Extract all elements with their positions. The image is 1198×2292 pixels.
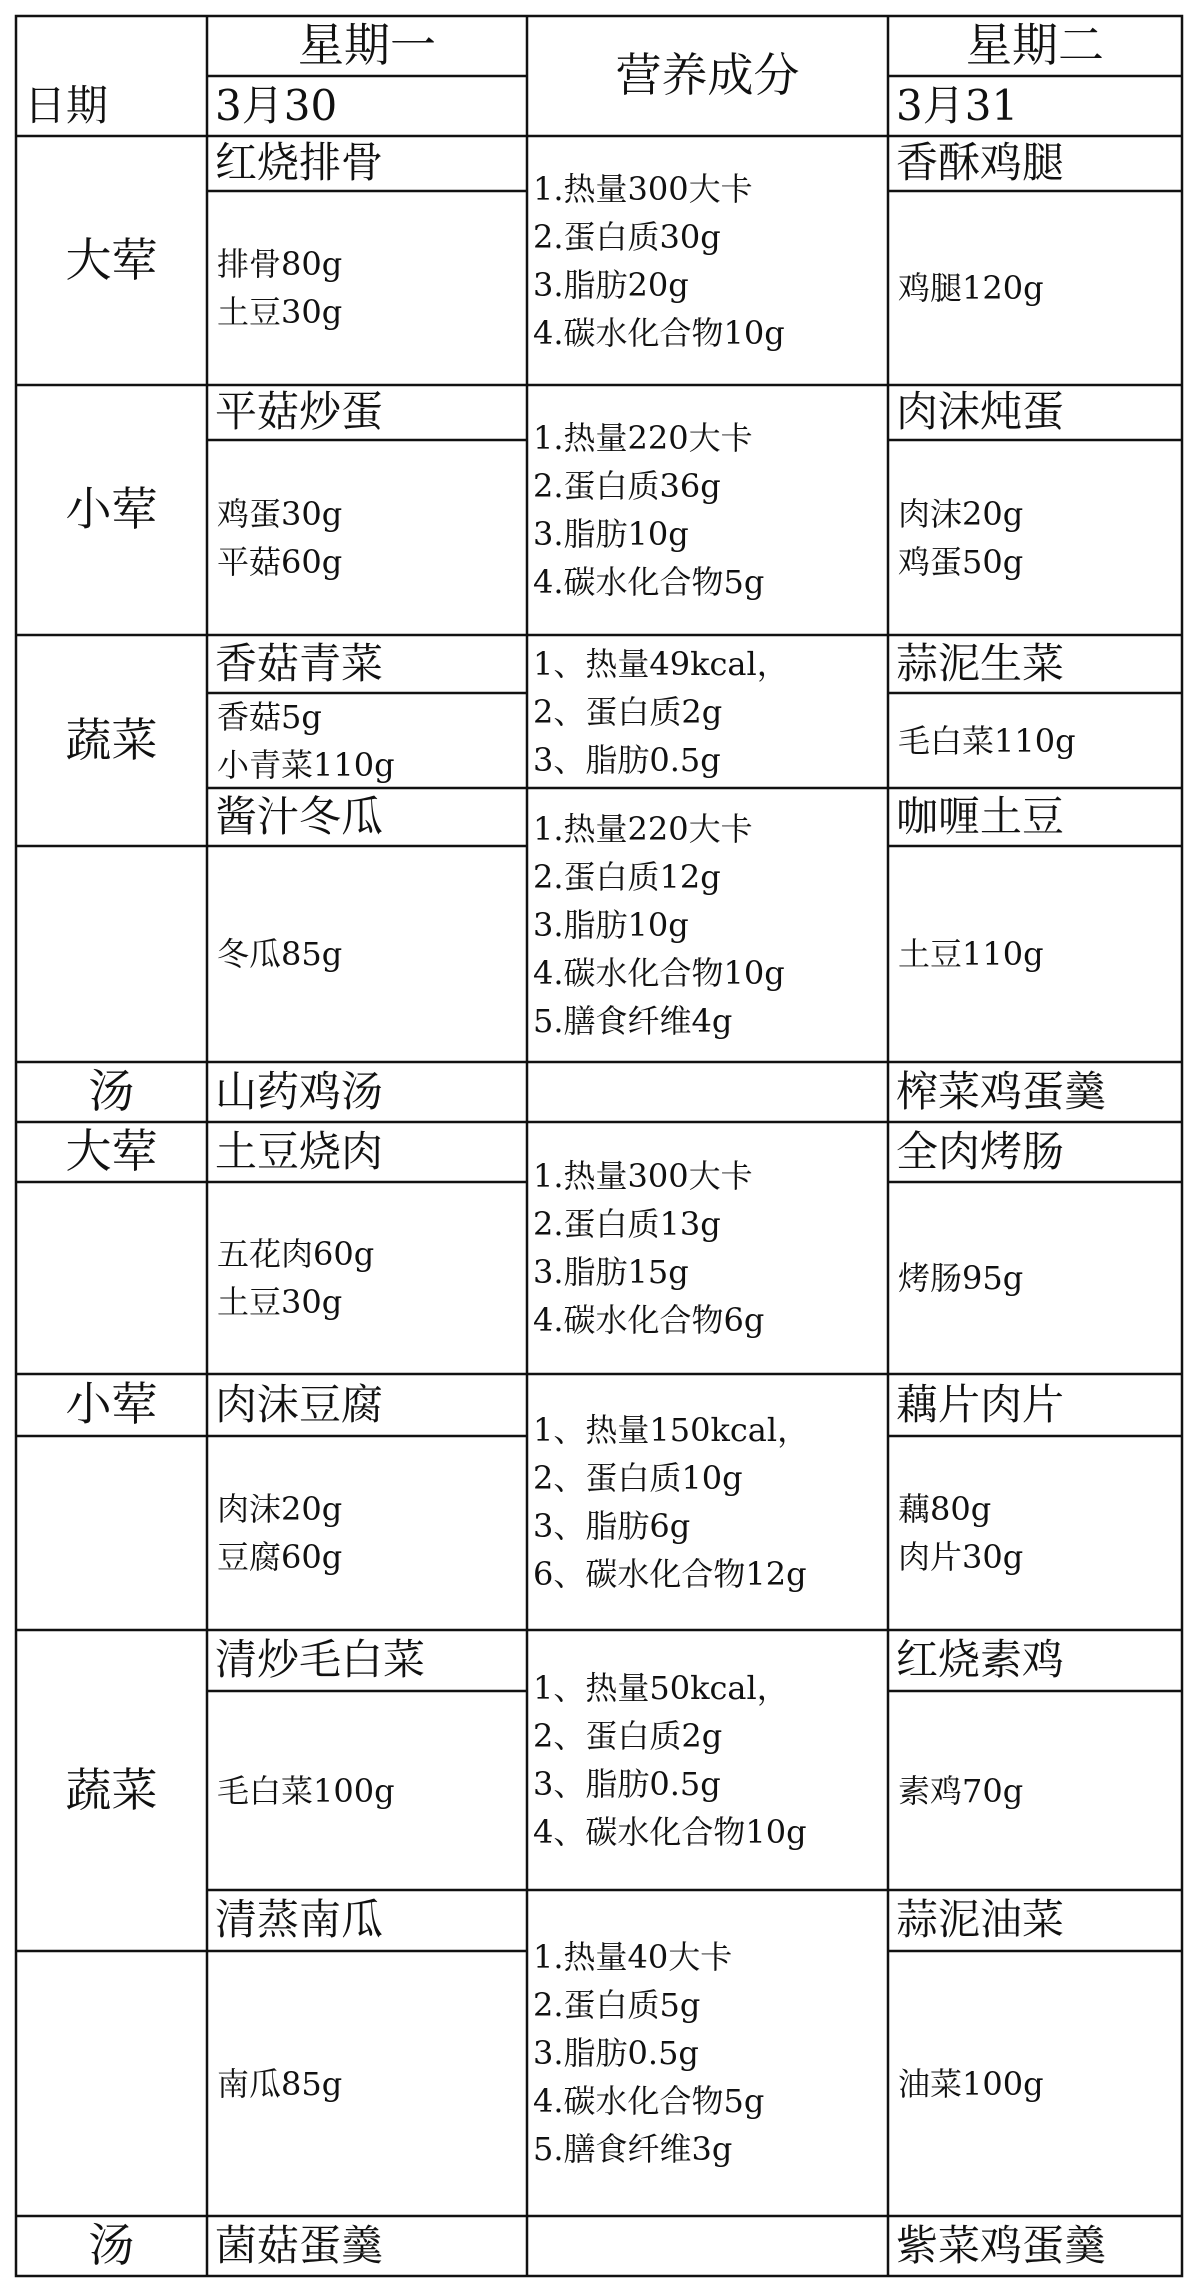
nutrition-line: 6、碳水化合物12g <box>533 1555 807 1593</box>
dish-name: 清炒毛白菜 <box>215 1635 426 1685</box>
nutrition-facts <box>527 136 888 385</box>
nutrition-line: 5.膳食纤维3g <box>533 2130 733 2168</box>
nutrition-line: 3.脂肪10g <box>533 515 689 553</box>
nutrition-facts <box>527 635 888 788</box>
dish-name: 藕片肉片 <box>896 1379 1065 1429</box>
nutrition-line: 3、脂肪0.5g <box>533 1765 721 1803</box>
dish-name: 红烧素鸡 <box>896 1635 1065 1685</box>
dish-name: 紫菜鸡蛋羹 <box>896 2220 1107 2270</box>
nutrition-line: 2、蛋白质10g <box>533 1459 743 1497</box>
monday-dish <box>207 136 527 191</box>
date-label <box>16 76 207 136</box>
dish-name: 平菇炒蛋 <box>215 387 384 437</box>
tuesday-dish <box>888 788 1182 846</box>
tuesday-soup <box>888 1062 1182 1122</box>
nutrition-line: 3.脂肪10g <box>533 906 689 944</box>
ingredient-line: 南瓜85g <box>217 2064 343 2103</box>
nutrition-line: 3.脂肪0.5g <box>533 2034 699 2072</box>
nutrition-line: 4.碳水化合物6g <box>533 1301 765 1339</box>
ingredient-line: 小青菜110g <box>217 745 395 784</box>
dish-name: 肉沫豆腐 <box>215 1379 384 1429</box>
category-label <box>16 385 207 635</box>
ingredient-line: 鸡腿120g <box>898 269 1044 307</box>
header-tuesday-label: 星期二 <box>966 18 1104 73</box>
tuesday-ingredients <box>888 191 1182 385</box>
nutrition-line: 4.碳水化合物5g <box>533 2082 765 2120</box>
tuesday-date-text: 3月31 <box>896 80 1019 130</box>
monday-dish <box>207 385 527 440</box>
nutrition-line: 2.蛋白质36g <box>533 467 721 505</box>
ingredient-line: 土豆110g <box>898 935 1044 973</box>
dish-name: 香菇青菜 <box>215 638 384 688</box>
dish-name: 咖喱土豆 <box>896 791 1065 841</box>
dish-name: 全肉烤肠 <box>896 1126 1065 1176</box>
nutrition-line: 1.热量220大卡 <box>533 810 753 848</box>
ingredient-line: 油菜100g <box>898 2064 1044 2103</box>
dish-name: 酱汁冬瓜 <box>215 791 384 841</box>
nutrition-facts <box>527 1630 888 1890</box>
dish-name: 土豆烧肉 <box>215 1126 384 1176</box>
nutrition-line: 2.蛋白质30g <box>533 217 721 256</box>
monday-dish <box>207 788 527 846</box>
nutrition-facts <box>527 1374 888 1630</box>
tuesday-ingredients <box>888 693 1182 788</box>
ingredient-line: 排骨80g <box>217 245 343 283</box>
nutrition-line: 3.脂肪15g <box>533 1253 689 1291</box>
monday-dish <box>207 1890 527 1951</box>
monday-ingredients <box>207 440 527 635</box>
monday-soup <box>207 2216 527 2276</box>
category-label-text: 汤 <box>88 2218 135 2273</box>
monday-ingredients <box>207 1182 527 1374</box>
dish-name: 山药鸡汤 <box>215 1066 384 1116</box>
dish-name: 榨菜鸡蛋羹 <box>896 1066 1107 1116</box>
header-monday-label: 星期一 <box>298 18 436 73</box>
header-nutrition <box>527 16 888 136</box>
category-label <box>16 2216 207 2276</box>
nutrition-line: 3、脂肪6g <box>533 1507 691 1545</box>
ingredient-line: 土豆30g <box>217 1283 343 1321</box>
monday-dish <box>207 1630 527 1691</box>
dish-name: 清蒸南瓜 <box>215 1895 384 1945</box>
dish-name: 菌菇蛋羹 <box>215 2220 384 2270</box>
dish-name: 肉沫炖蛋 <box>896 387 1065 437</box>
ingredient-line: 肉沫20g <box>217 1490 343 1528</box>
header-monday <box>207 16 527 76</box>
nutrition-line: 3.脂肪20g <box>533 265 689 304</box>
category-label <box>16 1122 207 1182</box>
tuesday-ingredients <box>888 1436 1182 1630</box>
category-label <box>16 1062 207 1122</box>
nutrition-line: 1.热量300大卡 <box>533 169 753 208</box>
dish-name: 红烧排骨 <box>215 138 384 188</box>
tuesday-dish <box>888 635 1182 693</box>
nutrition-line: 4.碳水化合物5g <box>533 563 765 601</box>
nutrition-line: 4.碳水化合物10g <box>533 313 785 352</box>
dish-name: 香酥鸡腿 <box>896 138 1065 188</box>
header-blank-cell <box>16 16 207 76</box>
nutrition-line: 1、热量150kcal， <box>533 1411 810 1449</box>
monday-ingredients <box>207 1436 527 1630</box>
nutrition-line: 4、碳水化合物10g <box>533 1813 807 1851</box>
nutrition-line: 2.蛋白质5g <box>533 1986 701 2024</box>
category-label-text: 蔬菜 <box>65 712 158 767</box>
monday-date-text: 3月30 <box>215 80 338 130</box>
ingredient-line: 豆腐60g <box>217 1538 343 1576</box>
ingredient-line: 鸡蛋30g <box>217 494 343 533</box>
ingredient-line: 鸡蛋50g <box>898 542 1024 581</box>
monday-ingredients <box>207 1951 527 2216</box>
ingredient-line: 五花肉60g <box>217 1235 375 1273</box>
nutrition-line: 4.碳水化合物10g <box>533 954 785 992</box>
category-label-text: 小荤 <box>65 482 158 537</box>
monday-ingredients <box>207 846 527 1062</box>
tuesday-soup <box>888 2216 1182 2276</box>
ingredient-line: 肉沫20g <box>898 494 1024 533</box>
nutrition-line: 1.热量220大卡 <box>533 419 753 457</box>
ingredient-line: 毛白菜110g <box>898 721 1076 760</box>
ingredient-line: 土豆30g <box>217 293 343 331</box>
date-label-text: 日期 <box>24 80 109 130</box>
nutrition-facts <box>527 1890 888 2216</box>
nutrition-facts <box>527 1122 888 1374</box>
category-label <box>16 635 207 846</box>
ingredient-line: 藕80g <box>898 1490 992 1528</box>
ingredient-line: 冬瓜85g <box>217 935 343 973</box>
nutrition-line: 2、蛋白质2g <box>533 692 723 731</box>
tuesday-ingredients <box>888 846 1182 1062</box>
nutrition-facts <box>527 788 888 1062</box>
nutrition-line: 5.膳食纤维4g <box>533 1002 733 1040</box>
nutrition-line: 1.热量300大卡 <box>533 1157 753 1195</box>
tuesday-dish <box>888 1374 1182 1436</box>
monday-ingredients <box>207 191 527 385</box>
nutrition-line: 1、热量50kcal， <box>533 1669 789 1707</box>
tuesday-dish <box>888 1630 1182 1691</box>
ingredient-line: 平菇60g <box>217 542 343 581</box>
category-label-text: 蔬菜 <box>65 1762 158 1817</box>
ingredient-line: 毛白菜100g <box>217 1771 395 1810</box>
ingredient-line: 肉片30g <box>898 1538 1024 1576</box>
nutrition-line: 1.热量40大卡 <box>533 1938 733 1976</box>
nutrition-line: 2.蛋白质13g <box>533 1205 721 1243</box>
tuesday-ingredients <box>888 1182 1182 1374</box>
tuesday-ingredients <box>888 440 1182 635</box>
nutrition-line: 2、蛋白质2g <box>533 1717 723 1755</box>
tuesday-dish <box>888 1122 1182 1182</box>
monday-dish <box>207 1374 527 1436</box>
category-label <box>16 136 207 385</box>
header-tuesday <box>888 16 1182 76</box>
tuesday-dish <box>888 1890 1182 1951</box>
monday-date <box>207 76 527 136</box>
monday-ingredients <box>207 693 527 788</box>
category-label-text: 小荤 <box>65 1377 158 1432</box>
nutrition-line: 1、热量49kcal， <box>533 644 789 683</box>
tuesday-dish <box>888 136 1182 191</box>
ingredient-line: 烤肠95g <box>898 1259 1024 1297</box>
nutrition-line: 3、脂肪0.5g <box>533 740 721 779</box>
nutrition-line: 2.蛋白质12g <box>533 858 721 896</box>
tuesday-ingredients <box>888 1691 1182 1890</box>
ingredient-line: 香菇5g <box>217 697 322 736</box>
tuesday-ingredients <box>888 1951 1182 2216</box>
monday-dish <box>207 635 527 693</box>
ingredient-line: 素鸡70g <box>898 1771 1024 1810</box>
category-label-text: 大荤 <box>65 1124 158 1179</box>
category-label-text: 大荤 <box>65 232 158 287</box>
dish-name: 蒜泥生菜 <box>896 638 1065 688</box>
tuesday-dish <box>888 385 1182 440</box>
header-nutrition-label: 营养成分 <box>615 48 800 103</box>
monday-dish <box>207 1122 527 1182</box>
monday-soup <box>207 1062 527 1122</box>
category-label <box>16 1374 207 1436</box>
tuesday-date <box>888 76 1182 136</box>
category-label <box>16 1630 207 1951</box>
category-label-text: 汤 <box>88 1064 135 1119</box>
nutrition-facts <box>527 385 888 635</box>
monday-ingredients <box>207 1691 527 1890</box>
dish-name: 蒜泥油菜 <box>896 1895 1065 1945</box>
